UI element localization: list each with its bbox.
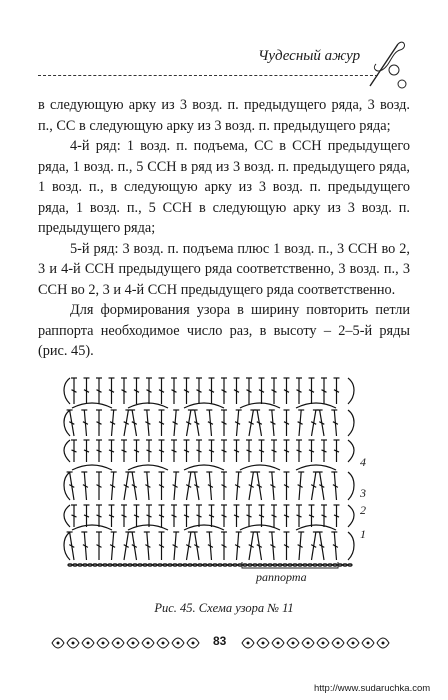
turning-chain-left (64, 472, 70, 500)
turning-chain-left (64, 410, 70, 436)
ornament-dot (382, 642, 385, 645)
turning-chain-left (64, 378, 70, 404)
chain-arch (72, 465, 112, 470)
header-title: Чудесный ажур (258, 48, 361, 64)
turning-chain-left (64, 532, 70, 560)
ornament-dot (307, 642, 310, 645)
source-url: http://www.sudaruchka.com (314, 683, 431, 694)
chain-arch (128, 465, 168, 470)
turning-chain-left (64, 440, 70, 462)
turning-chain-right (348, 410, 354, 436)
ornament-dot (147, 642, 150, 645)
chain-arch (72, 403, 112, 408)
row-label-4: 4 (360, 455, 366, 469)
page-number: 83 (213, 634, 227, 648)
figure-caption: Рис. 45. Схема узора № 11 (154, 601, 294, 615)
ornament-dot (72, 642, 75, 645)
ornament-dot (87, 642, 90, 645)
crochet-pattern-diagram (62, 360, 362, 585)
ornament-dot (292, 642, 295, 645)
body-text (38, 95, 410, 362)
ornament-dot (102, 642, 105, 645)
needle-thread-icon (364, 36, 408, 92)
ornament-dot (177, 642, 180, 645)
chain-arch (184, 465, 224, 470)
ornament-dot (57, 642, 60, 645)
turning-chain-right (348, 505, 354, 527)
chain-arch (296, 525, 336, 530)
chain-arch (296, 403, 336, 408)
ornament-dot (352, 642, 355, 645)
right-ornament (240, 632, 392, 654)
turning-chain-left (64, 505, 70, 527)
ornament-dot (277, 642, 280, 645)
ornament-dot (192, 642, 195, 645)
chain-arch (184, 403, 224, 408)
row-label-1: 1 (360, 527, 366, 541)
chain-arch (184, 525, 224, 530)
ornament-dot (367, 642, 370, 645)
chain-arch (72, 525, 112, 530)
rapport-label: раппорта (256, 570, 307, 584)
paragraph-4: Для формирования узора в ширину повторить петли раппорта необходимое число раз, в высоту – 2–5-й ряды (рис. 45). (38, 302, 410, 359)
ornament-dot (337, 642, 340, 645)
turning-chain-right (348, 532, 354, 560)
paragraph-2: 4-й ряд: 1 возд. п. подъема, СС в ССН предыдущего ряда, 1 возд. п., 5 ССН в ряд из 3 возд. п. предыдущего ряда, 1 возд. п., в следующую арку из 3 возд. п. предыдущего ряда, 1 возд. п., 5 ССН в следующую арку из 3 возд. п. предыдущего ряда; (38, 138, 410, 236)
row-label-3: 3 (360, 486, 366, 500)
ornament-dot (247, 642, 250, 645)
ornament-dot (162, 642, 165, 645)
turning-chain-right (348, 440, 354, 462)
row-label-2: 2 (360, 503, 366, 517)
header-divider (38, 75, 378, 76)
ornament-dot (262, 642, 265, 645)
paragraph-1: в следующую арку из 3 возд. п. предыдущего ряда, 3 возд. п., СС в следующую арку из 3 возд. п. предыдущего ряда; (38, 97, 410, 134)
ornament-dot (117, 642, 120, 645)
paragraph-3: 5-й ряд: 3 возд. п. подъема плюс 1 возд. п., 3 ССН во 2, 3 и 4-й ССН предыдущего ряда соответственно, 3 возд. п., 3 ССН во 2, 3 и 4-й ССН предыдущего ряда соответственно. (38, 240, 410, 298)
turning-chain-right (348, 378, 354, 404)
chain-arch (296, 465, 336, 470)
ornament-dot (132, 642, 135, 645)
turning-chain-right (348, 472, 354, 500)
chain-arch (240, 465, 280, 470)
ornament-dot (322, 642, 325, 645)
left-ornament (50, 632, 202, 654)
